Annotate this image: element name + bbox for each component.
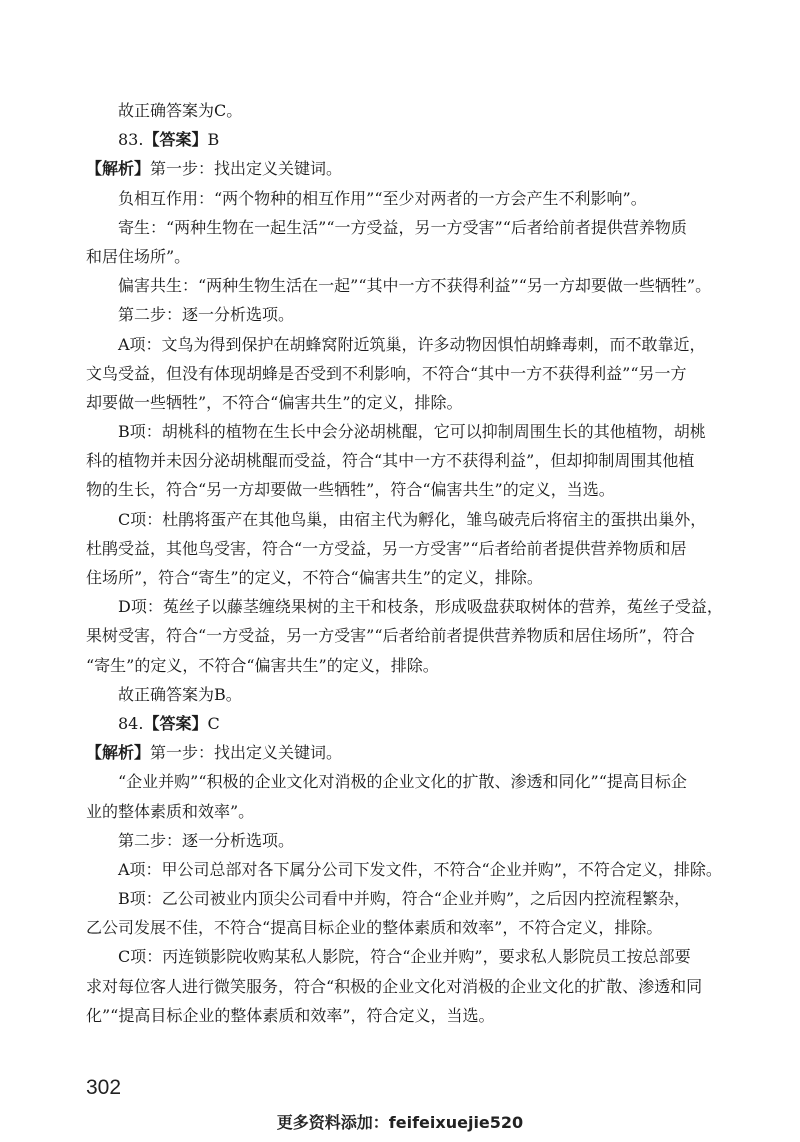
text-line: 求对每位客人进行微笑服务，符合“积极的企业文化对消极的企业文化的扩散、渗透和同 [86,976,703,996]
text-line: 乙公司发展不佳，不符合“提高目标企业的整体素质和效率”，不符合定义，排除。 [86,918,663,938]
text-line: 负相互作用：“两个物种的相互作用”“至少对两者的一方会产生不利影响”。 [118,188,647,208]
answer-83-heading: 83.【答案】B [118,130,220,150]
option-a-84: A项：甲公司总部对各下属分公司下发文件，不符合“企业并购”，不符合定义，排除。 [118,859,722,879]
text-line: “寄生”的定义，不符合“偏害共生”的定义，排除。 [86,655,439,675]
text-line: 第二步：逐一分析选项。 [118,830,295,850]
answer-explanation-text [86,100,723,1034]
text-line: 和居住场所”。 [86,246,191,266]
text-line: 果树受害，符合“一方受益，另一方受害”“后者给前者提供营养物质和居住场所”，符合 [86,626,695,646]
option-c-84: C项：丙连锁影院收购某私人影院，符合“企业并购”，要求私人影院员工按总部要 [118,947,691,967]
text-line: 杜鹃受益，其他鸟受害，符合“一方受益，另一方受害”“后者给前者提供营养物质和居 [86,538,687,558]
text-line: 科的植物并未因分泌胡桃醌而受益，符合“其中一方不获得利益”，但却抑制周围其他植 [86,451,695,471]
text-line: 业的整体素质和效率”。 [86,801,255,821]
footer-watermark: 更多资料添加：feifeixuejie520 [276,1113,524,1132]
text-line: 故正确答案为C。 [118,101,243,120]
text-line: 第二步：逐一分析选项。 [118,305,295,325]
option-a-83: A项：文鸟为得到保护在胡蜂窝附近筑巢，许多动物因惧怕胡蜂毒刺，而不敢靠近， [118,334,706,354]
analysis-84-heading: 【解析】第一步：找出定义关键词。 [86,743,343,763]
text-line: 住场所”，符合“寄生”的定义，不符合“偏害共生”的定义，排除。 [86,568,543,587]
text-line: 偏害共生：“两种生物生活在一起”“其中一方不获得利益”“另一方却要做一些牺牲”。 [118,276,712,296]
text-line: 物的生长，符合“另一方却要做一些牺牲”，符合“偏害共生”的定义，当选。 [86,480,615,500]
analysis-83-heading: 【解析】第一步：找出定义关键词。 [86,159,343,179]
option-b-83: B项：胡桃科的植物在生长中会分泌胡桃醌，它可以抑制周围生长的其他植物，胡桃 [118,422,706,442]
option-d-83: D项：菟丝子以藤茎缠绕果树的主干和枝条，形成吸盘获取树体的营养，菟丝子受益， [118,597,723,617]
text-line: 故正确答案为B。 [118,684,242,704]
text-line: 文鸟受益，但没有体现胡蜂是否受到不利影响，不符合“其中一方不获得利益”“另一方 [86,363,687,383]
text-line: 化”“提高目标企业的整体素质和效率”，符合定义，当选。 [86,1005,495,1025]
option-b-84: B项：乙公司被业内顶尖公司看中并购，符合“企业并购”，之后因内控流程繁杂， [118,889,691,909]
answer-84-heading: 84.【答案】C [118,713,220,733]
option-c-83: C项：杜鹃将蛋产在其他鸟巢，由宿主代为孵化，雏鸟破壳后将宿主的蛋拱出巢外， [118,509,707,529]
page-number: 302 [86,1076,122,1099]
text-line: 却要做一些牺牲”，不符合“偏害共生”的定义，排除。 [86,392,463,412]
text-line: “企业并购”“积极的企业文化对消极的企业文化的扩散、渗透和同化”“提高目标企 [118,772,687,792]
text-line: 寄生：“两种生物在一起生活”“一方受益，另一方受害”“后者给前者提供营养物质 [118,217,687,237]
